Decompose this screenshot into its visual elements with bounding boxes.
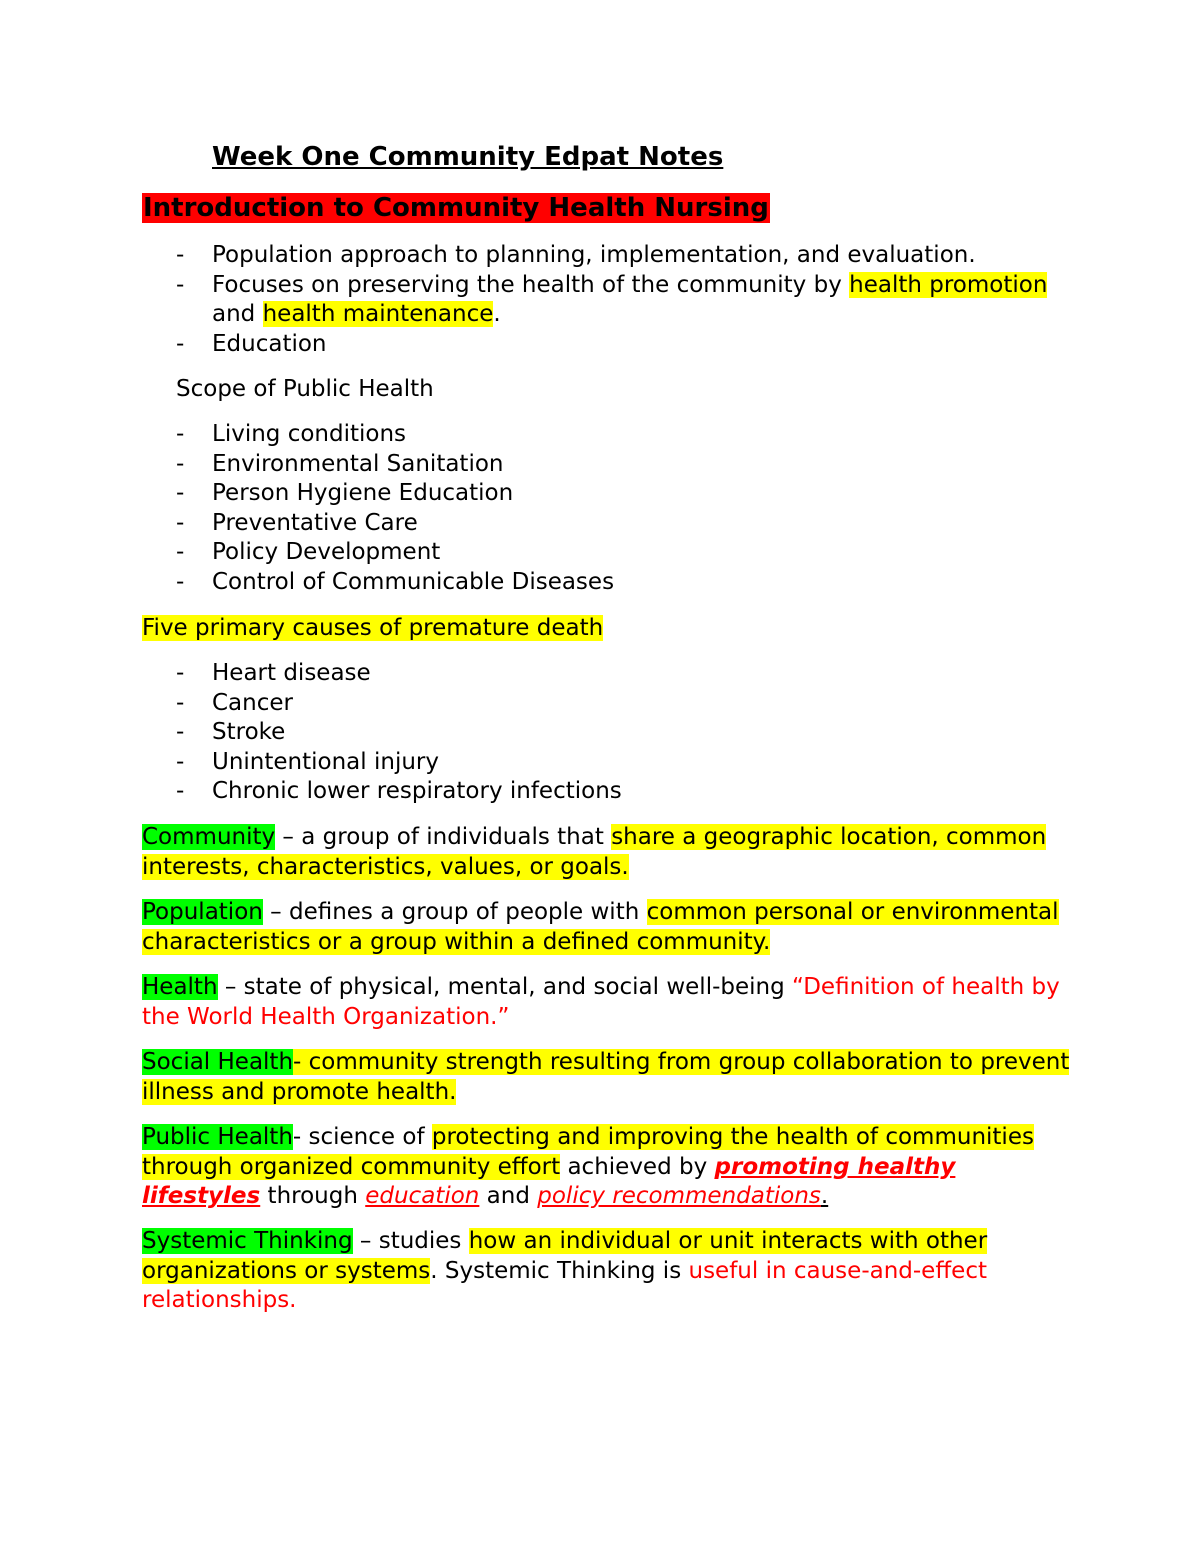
definition-text: – a group of individuals that	[275, 824, 612, 850]
causes-list	[176, 659, 1056, 807]
emphasis-phrase: policy recommendations	[537, 1183, 821, 1210]
list-item: - Preventative Care	[176, 509, 1056, 539]
section-heading-text: Introduction to Community Health Nursing	[143, 193, 769, 223]
definition-health	[142, 973, 1072, 1032]
emphasis-phrase: useful in cause-and-effect relationships.	[142, 1257, 987, 1314]
scope-heading: Scope of Public Health	[176, 376, 434, 402]
list-item: - Heart disease	[176, 659, 1056, 689]
definition-public-health	[142, 1123, 1072, 1212]
list-item	[176, 271, 1056, 330]
definition-text: – defines a group of people with	[262, 899, 647, 925]
definition-text: – state of physical, mental, and social well-being	[217, 974, 793, 1000]
highlighted-phrase: how an individual or unit interacts with other organizations or systems	[142, 1228, 988, 1284]
definition-text: – studies	[352, 1228, 469, 1254]
list-item-text: .	[493, 301, 501, 328]
list-item: - Control of Communicable Diseases	[176, 568, 1056, 598]
list-item-text: and	[212, 301, 263, 328]
intro-list	[176, 241, 1056, 359]
list-item: - Living conditions	[176, 420, 1056, 450]
list-item	[176, 241, 1056, 271]
list-item: - Cancer	[176, 689, 1056, 719]
highlighted-phrase: health promotion	[849, 271, 1048, 298]
definition-term: Public Health	[142, 1124, 293, 1150]
definition-systemic-thinking	[142, 1227, 1072, 1316]
list-item-text: Population approach to planning, implementation, and evaluation.	[212, 242, 976, 268]
document-title: Week One Community Edpat Notes	[212, 142, 724, 172]
definition-text: and	[479, 1183, 538, 1210]
definition-term: Systemic Thinking	[142, 1228, 353, 1254]
list-item: - Stroke	[176, 718, 1056, 748]
emphasis-phrase: education	[365, 1183, 480, 1210]
definition-text: . Systemic Thinking is	[430, 1257, 689, 1284]
emphasis-phrase: “Definition of health by the World Health Organization.”	[142, 974, 1060, 1030]
list-item: - Chronic lower respiratory infections	[176, 777, 1056, 807]
scope-list	[176, 420, 1056, 598]
definition-social-health	[142, 1048, 1072, 1107]
emphasis-phrase: promoting healthy lifestyles	[142, 1153, 956, 1210]
highlighted-phrase: common personal or environmental characteristics or a group within a defined community.	[142, 899, 1059, 955]
definition-text: - science of	[292, 1124, 432, 1150]
causes-heading	[142, 614, 1072, 644]
definition-community	[142, 823, 1072, 882]
list-item: - Person Hygiene Education	[176, 479, 1056, 509]
definition-term: Social Health	[142, 1049, 294, 1075]
highlighted-phrase: share a geographic location, common interests, characteristics, values, or goals.	[142, 824, 1047, 880]
list-item-text: Focuses on preserving the health of the community by	[212, 271, 850, 298]
list-item: - Environmental Sanitation	[176, 450, 1056, 480]
definition-term: Community	[142, 824, 276, 850]
list-item	[176, 330, 1056, 360]
definition-population	[142, 898, 1072, 957]
definition-text: .	[820, 1183, 829, 1210]
list-item: - Unintentional injury	[176, 748, 1056, 778]
definition-term: Population	[142, 899, 263, 925]
definition-text: achieved by	[560, 1153, 715, 1180]
definition-term: Health	[142, 974, 218, 1000]
list-item-text: Education	[212, 330, 327, 357]
highlighted-phrase: health maintenance	[262, 301, 494, 328]
definition-text: through	[260, 1183, 366, 1210]
causes-heading-text: Five primary causes of premature death	[142, 615, 604, 641]
list-item: - Policy Development	[176, 538, 1056, 568]
section-heading	[142, 191, 770, 225]
highlighted-phrase: protecting and improving the health of communities through organized community effort	[142, 1124, 1034, 1180]
highlighted-phrase: - community strength resulting from group collaboration to prevent illness and promote health.	[142, 1049, 1070, 1105]
